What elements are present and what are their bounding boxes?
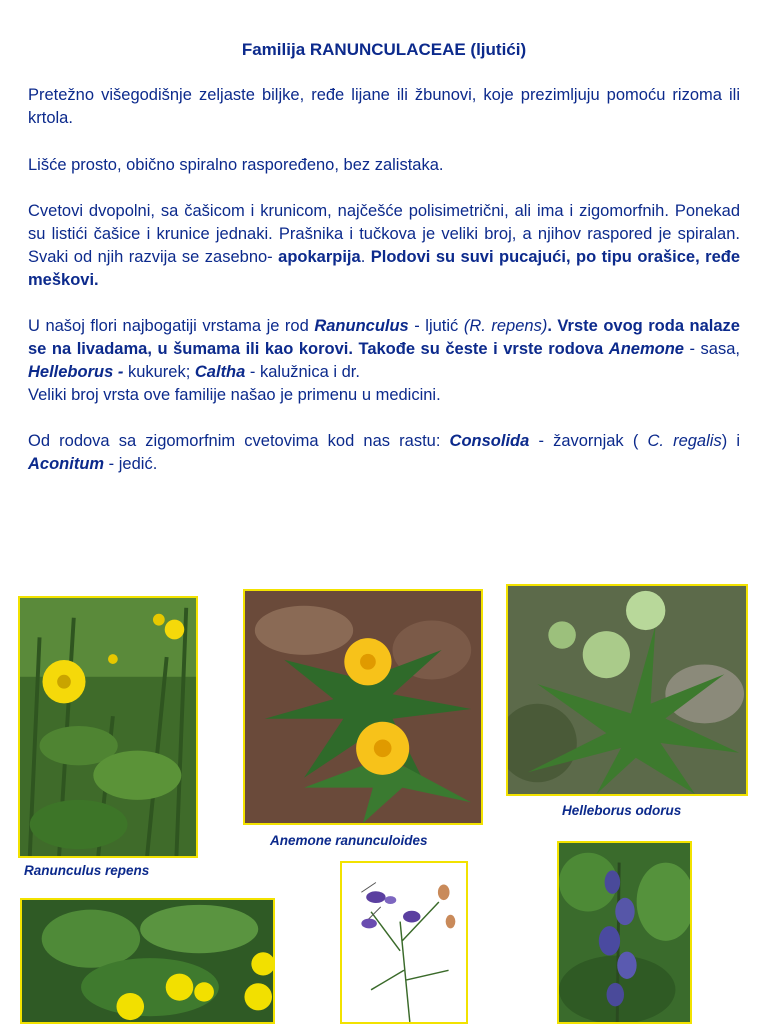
- species-regalis: C. regalis: [647, 432, 722, 450]
- genera-text-2: - ljutić: [408, 317, 464, 335]
- genus-helleborus: Helleborus -: [28, 363, 124, 381]
- genera-text-3: . Vrste ovog roda nalaze se na livadama, u šumama ili kao korovi. Takođe su česte i vrste rodova: [28, 317, 740, 358]
- ranunculus-photo: [18, 596, 198, 858]
- genus-aconitum: Aconitum: [28, 455, 105, 473]
- genus-anemone: Anemone: [608, 340, 684, 358]
- paragraph-genera: [28, 315, 740, 384]
- zygo-text-3: ) i: [721, 432, 740, 450]
- anemone-photo: [243, 589, 483, 825]
- genera-text-5: kukurek;: [123, 363, 195, 381]
- genera-text-4: - sasa,: [683, 340, 740, 358]
- paragraph-medicine: Veliki broj vrsta ove familije našao je primenu u medicini.: [28, 386, 441, 404]
- genus-consolida: Consolida: [449, 432, 530, 450]
- zygo-text-1: Od rodova sa zigomorfnim cvetovima kod nas rastu:: [28, 432, 450, 450]
- aconitum-photo: [557, 841, 692, 1024]
- helleborus-photo: [506, 584, 748, 796]
- fruits-statement: Plodovi su suvi pucajući, po tipu orašice, ređe meškovi.: [28, 248, 741, 289]
- paragraph-leaves: Lišće prosto, obično spiralno raspoređeno, bez zalistaka.: [28, 156, 444, 174]
- genus-ranunculus: Ranunculus: [314, 317, 409, 335]
- period: .: [360, 248, 366, 266]
- consolida-illustration: [340, 861, 468, 1024]
- genus-caltha: Caltha: [194, 363, 246, 381]
- term-apokarpija: apokarpija: [278, 248, 361, 266]
- zygo-text-2: - žavornjak (: [529, 432, 648, 450]
- genera-text-1: U našoj flori najbogatiji vrstama je rod: [28, 317, 315, 335]
- page-title: Familija RANUNCULACEAE (ljutići): [241, 40, 527, 59]
- flowers-text: Cvetovi dvopolni, sa čašicom i krunicom, najčešće polisimetrični, ali ima i zigomorfnih. Ponekad su listići čašice i krunice jednaki. Prašnika i tučkova je veliki broj, a njihov raspored je spiralan. Svaki od njih razvija se zasebno-: [28, 202, 740, 266]
- caption-ranunculus: Ranunculus repens: [24, 863, 150, 878]
- genera-text-6: - kalužnica i dr.: [245, 363, 360, 381]
- zygo-text-4: - jedić.: [104, 455, 158, 473]
- caltha-photo: [20, 898, 275, 1024]
- species-repens: (R. repens): [463, 317, 548, 335]
- paragraph-zygomorphic: [28, 430, 740, 476]
- caption-anemone: Anemone ranunculoides: [270, 833, 428, 848]
- paragraph-intro: Pretežno višegodišnje zeljaste biljke, ređe lijane ili žbunovi, koje prezimljuju pomoću rizoma ili krtola.: [28, 86, 740, 127]
- caption-helleborus: Helleborus odorus: [562, 803, 682, 818]
- paragraph-flowers: [28, 200, 740, 292]
